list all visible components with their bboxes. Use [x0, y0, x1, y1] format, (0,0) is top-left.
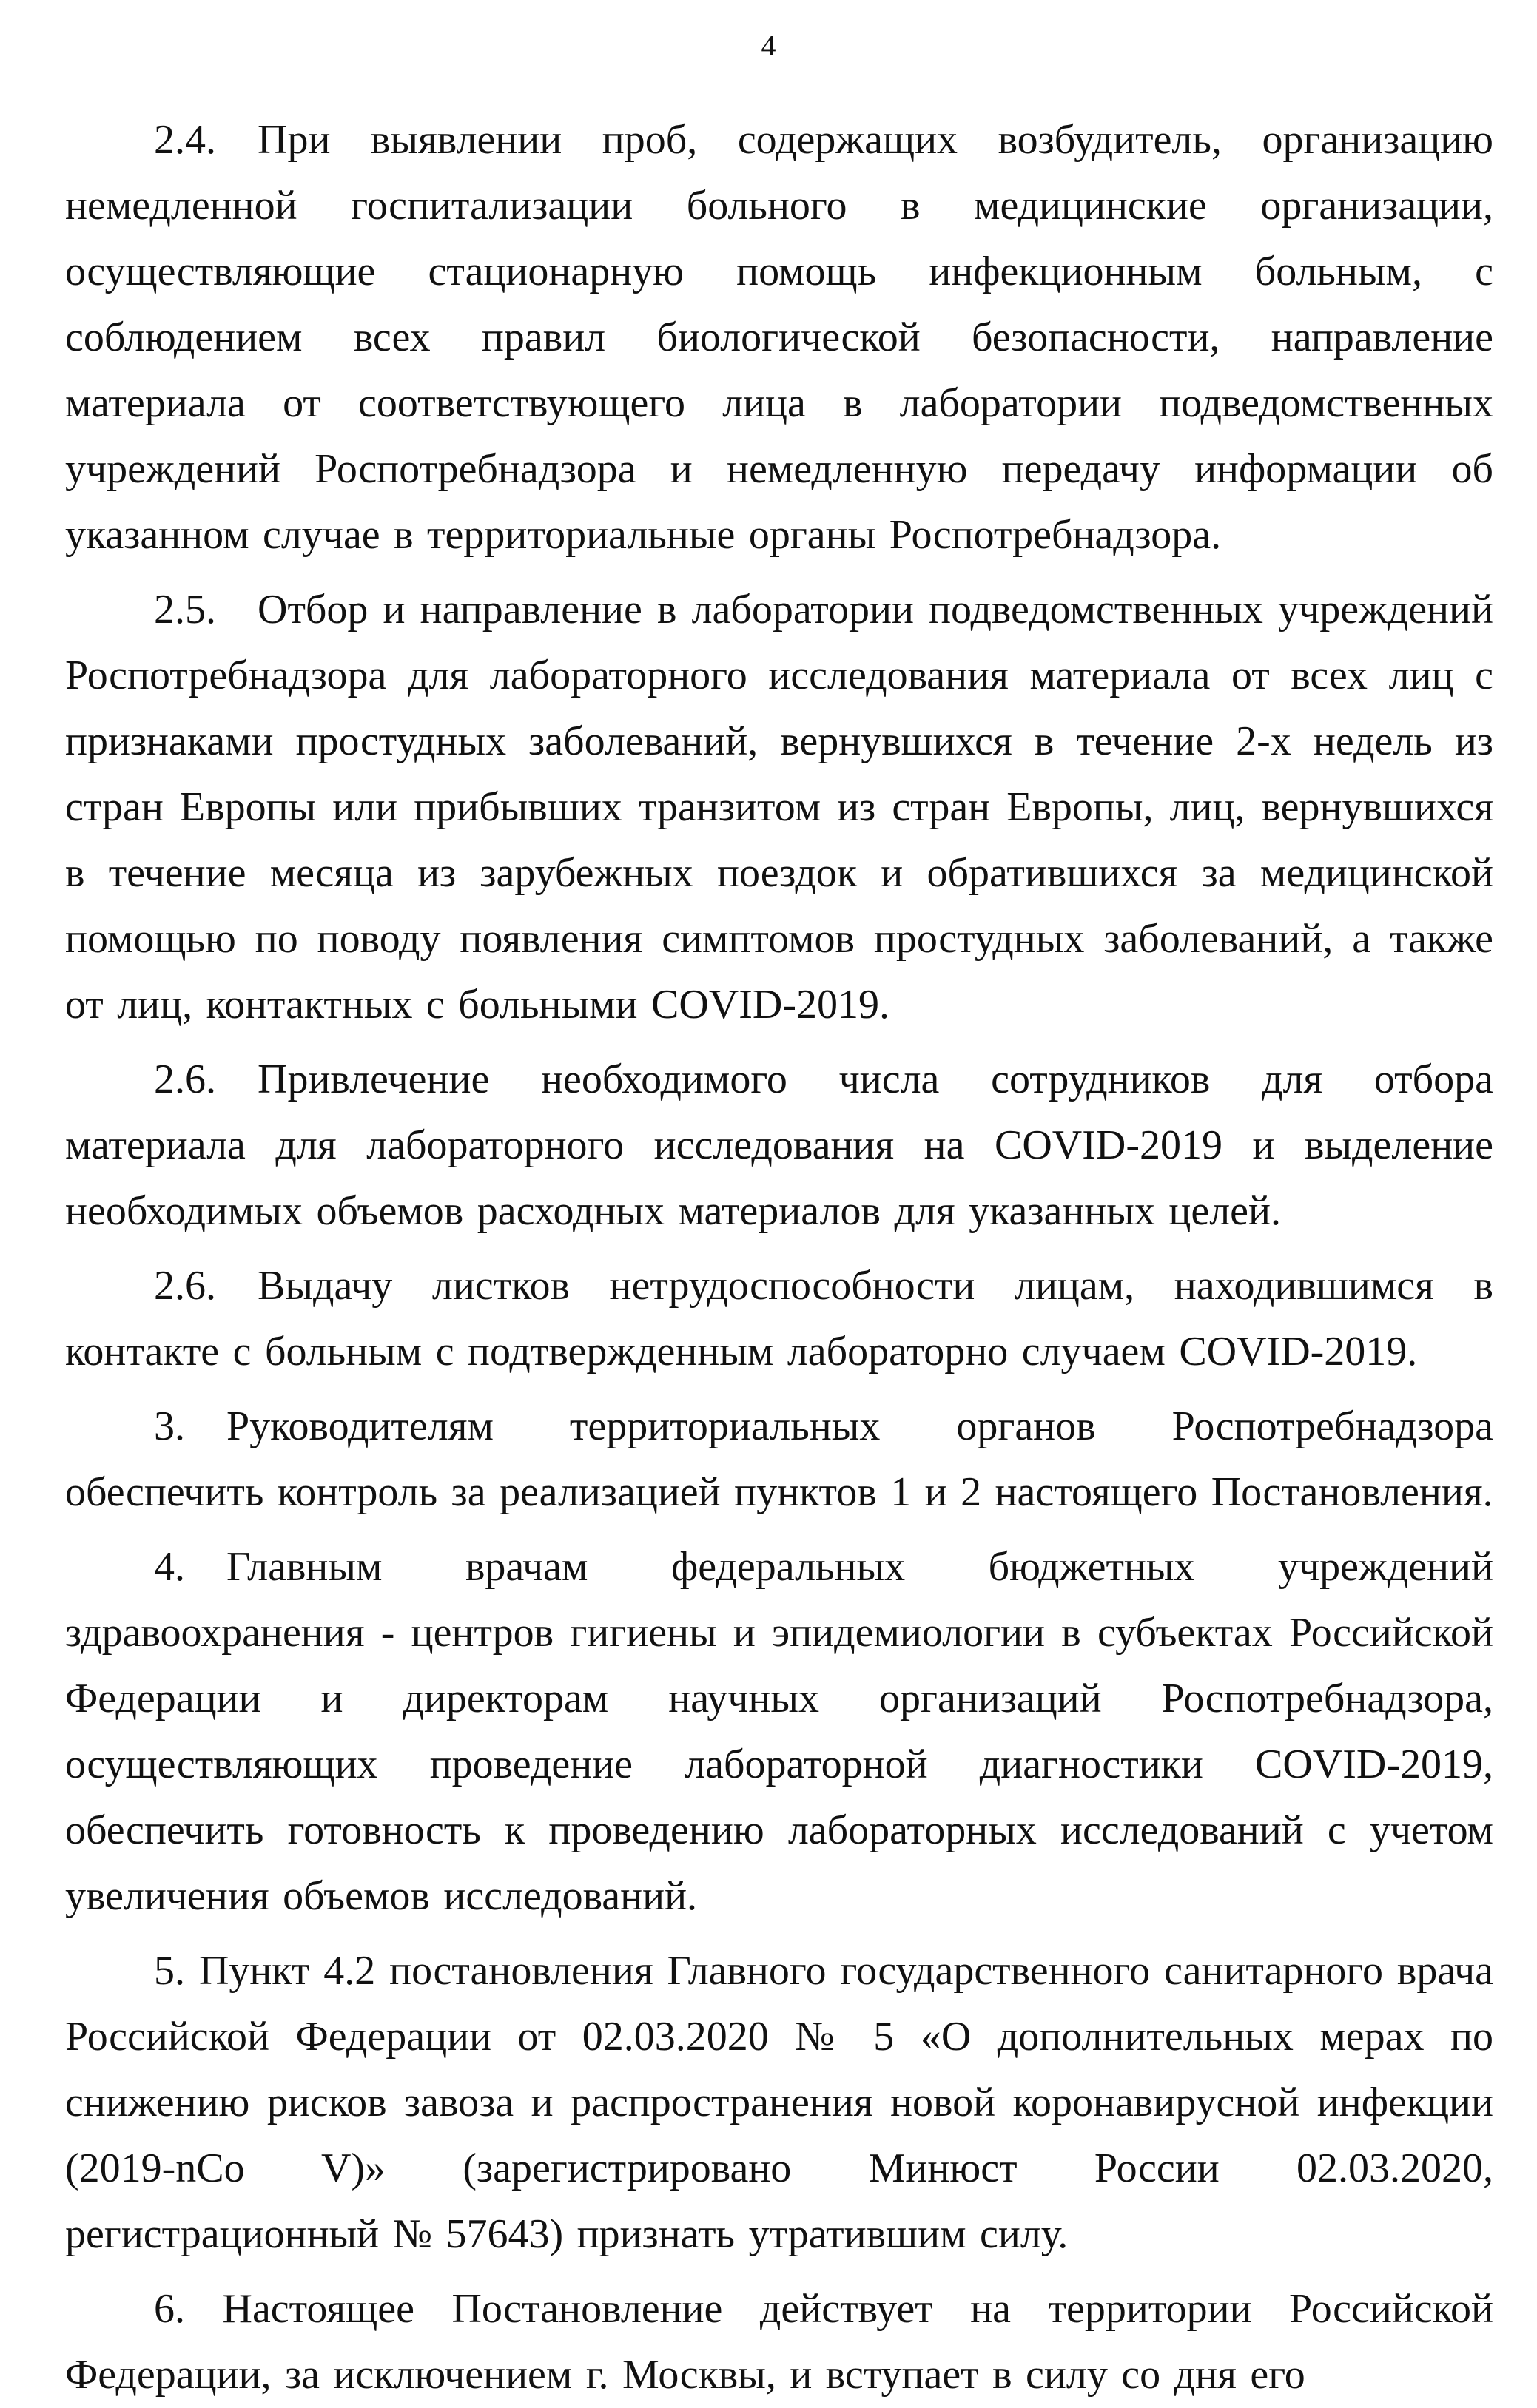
paragraph-2-6-sick-leave: 2.6. Выдачу листков нетрудоспособности лицам, находившимся в контакте с больным с подтвержденным лабораторно случаем COVID-2019.: [65, 1263, 1493, 1375]
paragraph-2-6-staff: 2.6. Привлечение необходимого числа сотрудников для отбора материала для лабораторного исследования на COVID-2019 и выделение необходимых объемов расходных материалов для указанных целей.: [65, 1056, 1493, 1234]
page-number: 4: [761, 29, 776, 62]
paragraph-4: 4. Главным врачам федеральных бюджетных учреждений здравоохранения - центров гигиены и эпидемиологии в субъектах Российской Федерации и директорам научных организаций Роспотребнадзора, осуществляющих проведение лабораторной диагностики COVID-2019, обеспечить готовность к проведению лабораторных исследований с учетом увеличения объемов исследований.: [65, 1544, 1493, 1919]
paragraph-3: 3. Руководителям территориальных органов Роспотребнадзора обеспечить контроль за реализацией пунктов 1 и 2 настоящего Постановления.: [65, 1403, 1493, 1515]
paragraph-2-4: 2.4. При выявлении проб, содержащих возбудитель, организацию немедленной госпитализации больного в медицинские организации, осуществляющие стационарную помощь инфекционным больным, с соблюдением всех правил биологической безопасности, направление материала от соответствующего лица в лаборатории подведомственных учреждений Роспотребнадзора и немедленную передачу информации об указанном случае в территориальные органы Роспотребнадзора.: [65, 117, 1493, 558]
document-body: [65, 107, 1493, 2408]
paragraph-6: 6. Настоящее Постановление действует на территории Российской Федерации, за исключением г. Москвы, и вступает в силу со дня его: [65, 2286, 1493, 2398]
paragraph-2-5: 2.5. Отбор и направление в лаборатории подведомственных учреждений Роспотребнадзора для лабораторного исследования материала от всех лиц с признаками простудных заболеваний, вернувшихся в течение 2-х недель из стран Европы или прибывших транзитом из стран Европы, лиц, вернувшихся в течение месяца из зарубежных поездок и обратившихся за медицинской помощью по поводу появления симптомов простудных заболеваний, а также от лиц, контактных с больными COVID-2019.: [65, 587, 1493, 1028]
paragraph-5: 5. Пункт 4.2 постановления Главного государственного санитарного врача Российской Федерации от 02.03.2020 № 5 «О дополнительных мерах по снижению рисков завоза и распространения новой коронавирусной инфекции (2019-nCo V)» (зарегистрировано Минюст России 02.03.2020, регистрационный № 57643) признать утратившим силу.: [65, 1948, 1493, 2257]
